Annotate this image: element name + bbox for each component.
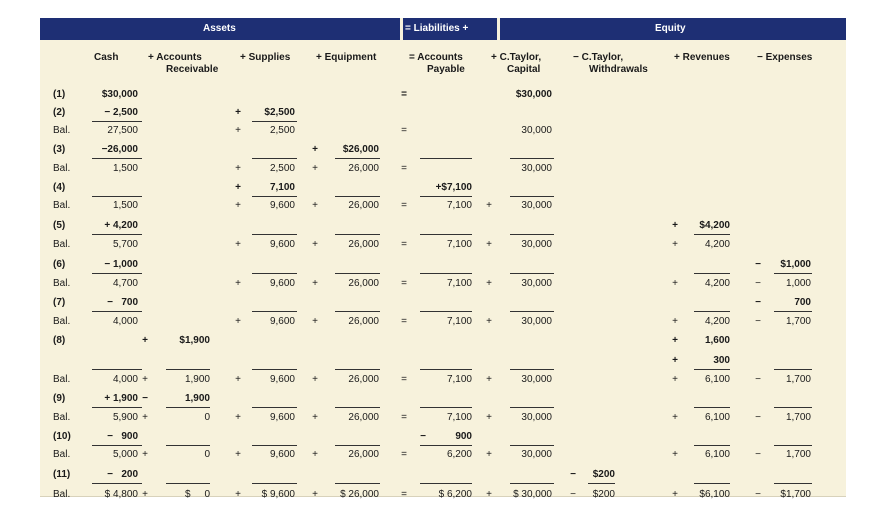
expenses-operator: −	[755, 259, 761, 270]
capital-operator: +	[486, 239, 492, 250]
expenses-cell: 1,000	[785, 278, 811, 289]
revenues-cell: 1,600	[704, 335, 730, 346]
equipment-cell: $ 26,000	[340, 489, 379, 500]
col-header-withdrawals	[573, 52, 648, 76]
capital-cell: 30,000	[521, 412, 552, 423]
supplies-operator: +	[235, 200, 241, 211]
expenses-operator: −	[755, 278, 761, 289]
col-header-capital-line2: Capital	[507, 64, 541, 75]
revenues-underline	[694, 273, 730, 274]
cash-cell: − 2,500	[104, 107, 138, 118]
expenses-underline	[774, 445, 812, 446]
cash-cell: 4,000	[112, 374, 138, 385]
ap-cell: 7,100	[446, 412, 472, 423]
capital-operator: +	[486, 316, 492, 327]
equals-sign: =	[401, 89, 407, 100]
supplies-operator: +	[235, 163, 241, 174]
ar-cell: $ 0	[184, 489, 210, 500]
equals-sign: =	[401, 489, 407, 500]
supplies-operator: +	[235, 316, 241, 327]
row-label: (6)	[53, 259, 66, 270]
col-header-ap	[409, 52, 465, 76]
equipment-cell: $26,000	[342, 144, 379, 155]
row-label: (8)	[53, 335, 66, 346]
capital-cell: $ 30,000	[513, 489, 552, 500]
supplies-operator: +	[235, 449, 241, 460]
supplies-underline	[252, 369, 297, 370]
capital-underline	[510, 273, 554, 274]
col-header-ap-line1: = Accounts	[409, 52, 463, 63]
expenses-operator: −	[755, 449, 761, 460]
withdrawals-operator: −	[570, 489, 576, 500]
cash-cell: 4,700	[112, 278, 138, 289]
supplies-underline	[252, 483, 297, 484]
equipment-operator: +	[312, 278, 318, 289]
ap-cell: $ 6,200	[438, 489, 472, 500]
supplies-cell: $ 9,600	[261, 489, 295, 500]
capital-cell: 30,000	[521, 125, 552, 136]
ar-operator: +	[142, 449, 148, 460]
revenues-cell: 6,100	[704, 449, 730, 460]
revenues-cell: $6,100	[699, 489, 730, 500]
revenues-cell: 4,200	[704, 316, 730, 327]
ar-underline	[166, 483, 210, 484]
revenues-operator: +	[672, 449, 678, 460]
ap-underline	[420, 369, 472, 370]
capital-underline	[510, 311, 554, 312]
equipment-cell: 26,000	[348, 200, 379, 211]
row-label: (2)	[53, 107, 66, 118]
revenues-operator: +	[672, 489, 678, 500]
capital-cell: 30,000	[521, 239, 552, 250]
capital-operator: +	[486, 374, 492, 385]
cash-underline	[92, 196, 142, 197]
row-label: (4)	[53, 182, 66, 193]
capital-underline	[510, 445, 554, 446]
ap-cell: 7,100	[446, 316, 472, 327]
expenses-underline	[774, 273, 812, 274]
assets-header-label: Assets	[203, 23, 236, 34]
expenses-cell: 1,700	[785, 412, 811, 423]
equipment-cell: 26,000	[348, 163, 379, 174]
revenues-operator: +	[672, 374, 678, 385]
expenses-cell: 1,700	[785, 374, 811, 385]
row-label: Bal.	[53, 316, 71, 327]
cash-cell: − 700	[107, 297, 138, 308]
row-label: Bal.	[53, 278, 71, 289]
row-label: Bal.	[53, 449, 71, 460]
supplies-operator: +	[235, 489, 241, 500]
supplies-underline	[252, 311, 297, 312]
expenses-underline	[774, 369, 812, 370]
supplies-cell: 7,100	[269, 182, 295, 193]
supplies-underline	[252, 121, 297, 122]
expenses-operator: −	[755, 412, 761, 423]
supplies-underline	[252, 158, 297, 159]
ar-operator: +	[142, 412, 148, 423]
equipment-underline	[335, 445, 380, 446]
supplies-cell: 9,600	[269, 239, 295, 250]
revenues-operator: +	[672, 335, 678, 346]
withdrawals-operator: −	[570, 469, 576, 480]
col-header-expenses: − Expenses	[757, 52, 813, 63]
equipment-underline	[335, 407, 380, 408]
cash-underline	[92, 407, 142, 408]
row-label: (10)	[53, 431, 71, 442]
cash-underline	[92, 311, 142, 312]
ar-underline	[166, 445, 210, 446]
col-header-cash: Cash	[94, 52, 119, 63]
cash-underline	[92, 234, 142, 235]
ap-operator: −	[420, 431, 426, 442]
supplies-operator: +	[235, 278, 241, 289]
row-label: (11)	[53, 469, 71, 480]
revenues-cell: 6,100	[704, 374, 730, 385]
expenses-operator: −	[755, 316, 761, 327]
capital-cell: 30,000	[521, 200, 552, 211]
row-label: (9)	[53, 393, 66, 404]
cash-cell: 5,900	[112, 412, 138, 423]
cash-underline	[92, 483, 142, 484]
liabilities-header-label: = Liabilities +	[405, 23, 469, 34]
capital-underline	[510, 369, 554, 370]
row-label: Bal.	[53, 489, 71, 500]
col-header-withdrawals-line1: − C.Taylor,	[573, 52, 624, 63]
cash-cell: + 4,200	[104, 220, 138, 231]
col-header-ap-line2: Payable	[427, 64, 465, 75]
capital-cell: 30,000	[521, 316, 552, 327]
equipment-operator: +	[312, 316, 318, 327]
capital-cell: 30,000	[521, 163, 552, 174]
equipment-underline	[335, 273, 380, 274]
ar-cell: 1,900	[184, 393, 210, 404]
capital-cell: 30,000	[521, 374, 552, 385]
capital-operator: +	[486, 200, 492, 211]
ar-operator: +	[142, 489, 148, 500]
cash-underline	[92, 121, 142, 122]
revenues-underline	[694, 483, 730, 484]
ar-operator: −	[142, 393, 148, 404]
equals-sign: =	[401, 125, 407, 136]
row-label: Bal.	[53, 374, 71, 385]
supplies-underline	[252, 273, 297, 274]
capital-underline	[510, 234, 554, 235]
equipment-cell: 26,000	[348, 239, 379, 250]
equity-header-bar	[500, 18, 846, 40]
expenses-underline	[774, 311, 812, 312]
equals-sign: =	[401, 163, 407, 174]
ap-cell: 7,100	[446, 200, 472, 211]
equals-sign: =	[401, 239, 407, 250]
assets-header-bar	[40, 18, 400, 40]
ap-underline	[420, 483, 472, 484]
supplies-operator: +	[235, 125, 241, 136]
ap-cell: +$7,100	[435, 182, 472, 193]
row-label: (7)	[53, 297, 66, 308]
revenues-operator: +	[672, 412, 678, 423]
equals-sign: =	[401, 200, 407, 211]
cash-underline	[92, 273, 142, 274]
cash-cell: − 200	[107, 469, 138, 480]
equipment-underline	[335, 196, 380, 197]
ap-cell: 7,100	[446, 278, 472, 289]
supplies-operator: +	[235, 182, 241, 193]
capital-underline	[510, 483, 554, 484]
col-header-equipment: + Equipment	[316, 52, 377, 63]
capital-operator: +	[486, 449, 492, 460]
supplies-cell: 9,600	[269, 200, 295, 211]
revenues-operator: +	[672, 278, 678, 289]
equipment-operator: +	[312, 200, 318, 211]
ap-cell: 900	[455, 431, 472, 442]
revenues-underline	[694, 369, 730, 370]
revenues-operator: +	[672, 355, 678, 366]
expenses-operator: −	[755, 374, 761, 385]
equipment-operator: +	[312, 489, 318, 500]
expenses-cell: 1,700	[785, 449, 811, 460]
expenses-operator: −	[755, 489, 761, 500]
cash-underline	[92, 445, 142, 446]
equipment-operator: +	[312, 449, 318, 460]
cash-cell: − 1,000	[104, 259, 138, 270]
equipment-operator: +	[312, 144, 318, 155]
supplies-underline	[252, 407, 297, 408]
equals-sign: =	[401, 449, 407, 460]
ar-operator: +	[142, 374, 148, 385]
expenses-operator: −	[755, 297, 761, 308]
col-header-capital-line1: + C.Taylor,	[491, 52, 542, 63]
expenses-cell: $1,700	[780, 489, 811, 500]
expenses-cell: 1,700	[785, 316, 811, 327]
revenues-cell: 4,200	[704, 278, 730, 289]
equipment-cell: 26,000	[348, 278, 379, 289]
cash-cell: $30,000	[101, 89, 138, 100]
capital-underline	[510, 158, 554, 159]
equals-sign: =	[401, 412, 407, 423]
row-label: Bal.	[53, 163, 71, 174]
cash-cell: 1,500	[112, 163, 138, 174]
ap-underline	[420, 196, 472, 197]
equipment-operator: +	[312, 412, 318, 423]
col-header-supplies: + Supplies	[240, 52, 291, 63]
revenues-cell: 4,200	[704, 239, 730, 250]
capital-cell: $30,000	[515, 89, 552, 100]
supplies-cell: 2,500	[269, 125, 295, 136]
supplies-underline	[252, 445, 297, 446]
ar-cell: 0	[204, 449, 210, 460]
ar-underline	[166, 369, 210, 370]
ap-underline	[420, 273, 472, 274]
supplies-operator: +	[235, 239, 241, 250]
equipment-operator: +	[312, 374, 318, 385]
cash-cell: −26,000	[101, 144, 138, 155]
ap-cell: 7,100	[446, 239, 472, 250]
supplies-operator: +	[235, 107, 241, 118]
cash-cell: 27,500	[107, 125, 138, 136]
supplies-operator: +	[235, 412, 241, 423]
expenses-cell: $1,000	[780, 259, 811, 270]
equals-sign: =	[401, 316, 407, 327]
accounting-equation-table	[40, 18, 846, 500]
ap-underline	[420, 407, 472, 408]
supplies-underline	[252, 234, 297, 235]
equipment-cell: 26,000	[348, 449, 379, 460]
expenses-underline	[774, 407, 812, 408]
supplies-operator: +	[235, 374, 241, 385]
col-header-withdrawals-line2: Withdrawals	[589, 64, 648, 75]
cash-cell: 1,500	[112, 200, 138, 211]
revenues-cell: $4,200	[699, 220, 730, 231]
equipment-underline	[335, 158, 380, 159]
withdrawals-underline	[588, 483, 615, 484]
cash-cell: 5,700	[112, 239, 138, 250]
revenues-operator: +	[672, 239, 678, 250]
equipment-underline	[335, 483, 380, 484]
row-label: (3)	[53, 144, 66, 155]
capital-underline	[510, 407, 554, 408]
revenues-underline	[694, 407, 730, 408]
withdrawals-cell: $200	[592, 469, 615, 480]
revenues-underline	[694, 311, 730, 312]
cash-cell: + 1,900	[104, 393, 138, 404]
ap-cell: 6,200	[446, 449, 472, 460]
revenues-cell: 300	[713, 355, 730, 366]
col-header-capital	[491, 52, 541, 76]
capital-operator: +	[486, 278, 492, 289]
row-label: (5)	[53, 220, 66, 231]
supplies-cell: 9,600	[269, 412, 295, 423]
ar-cell: $1,900	[179, 335, 210, 346]
row-label: Bal.	[53, 200, 71, 211]
equipment-operator: +	[312, 239, 318, 250]
supplies-cell: 9,600	[269, 374, 295, 385]
row-label: Bal.	[53, 239, 71, 250]
ap-underline	[420, 311, 472, 312]
equipment-operator: +	[312, 163, 318, 174]
ap-underline	[420, 158, 472, 159]
ap-cell: 7,100	[446, 374, 472, 385]
liabilities-header-bar	[403, 18, 497, 40]
col-header-revenues: + Revenues	[674, 52, 730, 63]
row-label: (1)	[53, 89, 66, 100]
cash-cell: − 900	[107, 431, 138, 442]
cash-cell: 4,000	[112, 316, 138, 327]
cash-cell: 5,000	[112, 449, 138, 460]
capital-cell: 30,000	[521, 449, 552, 460]
revenues-cell: 6,100	[704, 412, 730, 423]
equals-sign: =	[401, 374, 407, 385]
ar-underline	[166, 407, 210, 408]
equipment-cell: 26,000	[348, 412, 379, 423]
col-header-ar	[148, 52, 218, 76]
supplies-cell: 9,600	[269, 449, 295, 460]
supplies-cell: $2,500	[264, 107, 295, 118]
cash-cell: $ 4,800	[104, 489, 138, 500]
capital-operator: +	[486, 489, 492, 500]
row-label: Bal.	[53, 412, 71, 423]
supplies-cell: 9,600	[269, 316, 295, 327]
equipment-cell: 26,000	[348, 374, 379, 385]
expenses-cell: 700	[794, 297, 811, 308]
col-header-ar-line2: Receivable	[166, 64, 219, 75]
expenses-underline	[774, 483, 812, 484]
col-header-ar-line1: + Accounts	[148, 52, 202, 63]
equipment-underline	[335, 311, 380, 312]
supplies-underline	[252, 196, 297, 197]
ar-operator: +	[142, 335, 148, 346]
capital-operator: +	[486, 412, 492, 423]
capital-cell: 30,000	[521, 278, 552, 289]
revenues-underline	[694, 445, 730, 446]
equipment-underline	[335, 369, 380, 370]
ap-underline	[420, 234, 472, 235]
ar-cell: 1,900	[184, 374, 210, 385]
supplies-cell: 9,600	[269, 278, 295, 289]
revenues-operator: +	[672, 220, 678, 231]
equipment-underline	[335, 234, 380, 235]
ar-cell: 0	[204, 412, 210, 423]
equipment-cell: 26,000	[348, 316, 379, 327]
cash-underline	[92, 158, 142, 159]
cash-underline	[92, 369, 142, 370]
equity-header-label: Equity	[655, 23, 686, 34]
capital-underline	[510, 196, 554, 197]
revenues-operator: +	[672, 316, 678, 327]
withdrawals-cell: $200	[592, 489, 615, 500]
ap-underline	[420, 445, 472, 446]
row-label: Bal.	[53, 125, 71, 136]
revenues-underline	[694, 234, 730, 235]
equals-sign: =	[401, 278, 407, 289]
supplies-cell: 2,500	[269, 163, 295, 174]
